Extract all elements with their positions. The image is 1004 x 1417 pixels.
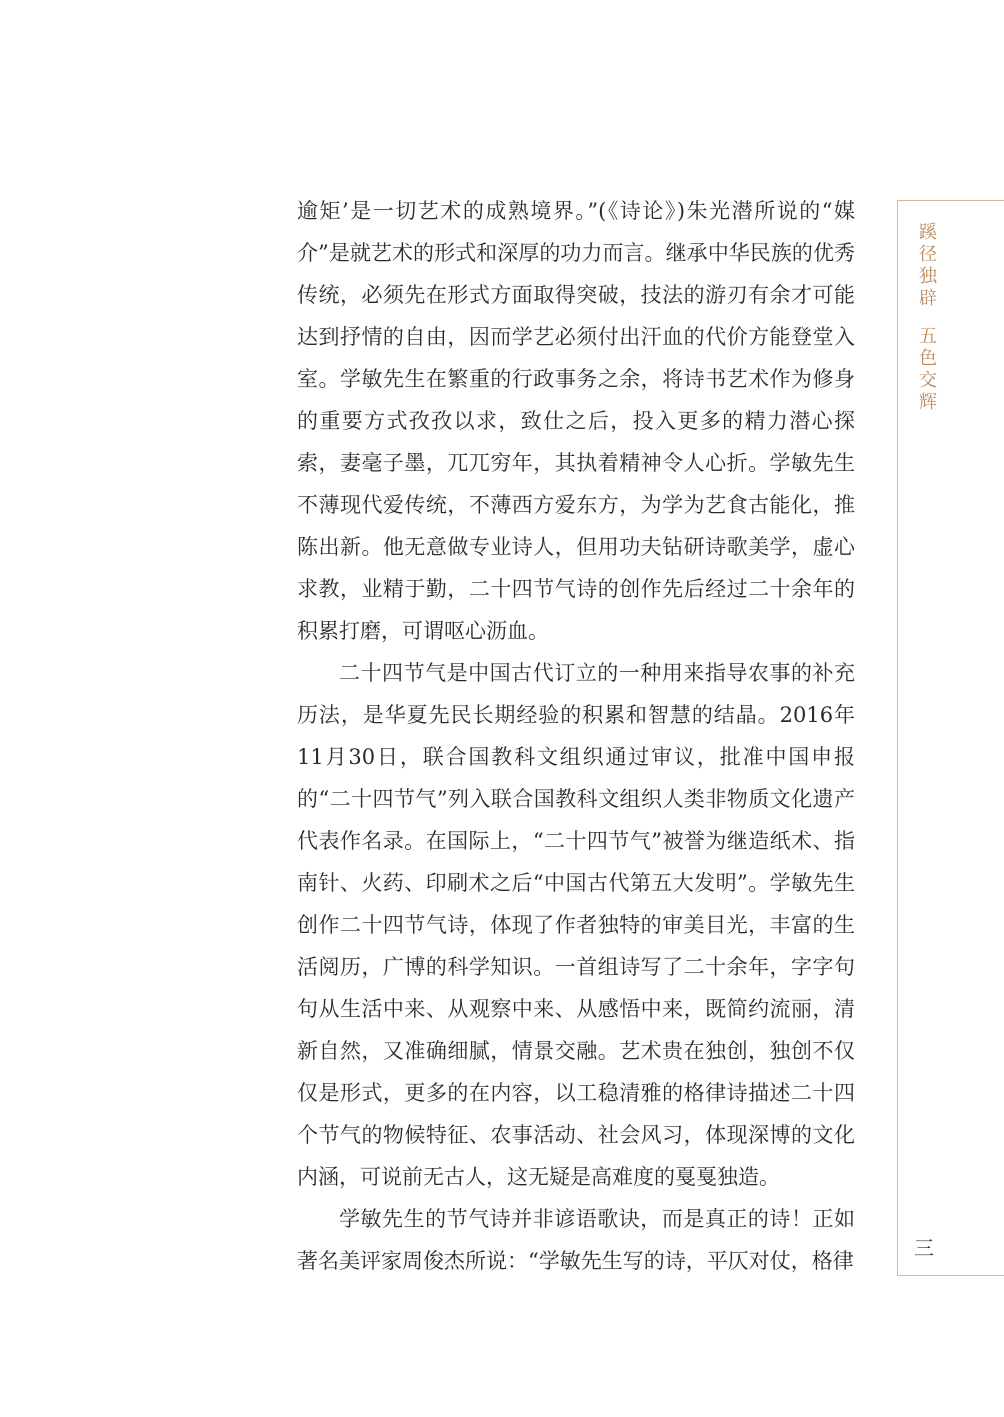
paragraph-2: 二十四节气是中国古代订立的一种用来指导农事的补充历法，是华夏先民长期经验的积累和智慧的结晶。2016年11月30日，联合国教科文组织通过审议，批准中国申报的“二十四节气”列入联合国教科文组织人类非物质文化遗产代表作名录。在国际上，“二十四节气”被誉为继造纸术、指南针、火药、印刷术之后“中国古代第五大发明”。学敏先生创作二十四节气诗，体现了作者独特的审美目光，丰富的生活阅历，广博的科学知识。一首组诗写了二十余年，字字句句从生活中来、从观察中来、从感悟中来，既简约流丽，清新自然，又准确细腻，情景交融。艺术贵在独创，独创不仅仅是形式，更多的在内容，以工稳清雅的格律诗描述二十四个节气的物候特征、农事活动、社会风习，体现深博的文化内涵，可说前无古人，这无疑是高难度的戛戛独造。 (297, 661, 855, 1189)
paragraph-3: 学敏先生的节气诗并非谚语歌诀，而是真正的诗！正如著名美评家周俊杰所说：“学敏先生写的诗，平仄对仗，格律 (297, 1207, 855, 1273)
body-text (297, 190, 855, 1282)
paragraph-1: 逾矩’是一切艺术的成熟境界。”(《诗论》)朱光潜所说的“媒介”是就艺术的形式和深厚的功力而言。继承中华民族的优秀传统，必须先在形式方面取得突破，技法的游刃有余才可能达到抒情的自由，因而学艺必须付出汗血的代价方能登堂入室。学敏先生在繁重的行政事务之余，将诗书艺术作为修身的重要方式孜孜以求，致仕之后，投入更多的精力潜心探索，妻毫子墨，兀兀穷年，其执着精神令人心折。学敏先生不薄现代爱传统，不薄西方爱东方，为学为艺食古能化，推陈出新。他无意做专业诗人，但用功夫钻研诗歌美学，虚心求教，业精于勤，二十四节气诗的创作先后经过二十余年的积累打磨，可谓呕心沥血。 (297, 199, 855, 643)
running-title-part-2: 五色交辉 (916, 326, 937, 414)
running-title (914, 222, 938, 414)
running-title-part-1: 蹊径独辟 (916, 222, 937, 310)
page-number: 三 (914, 1236, 934, 1260)
